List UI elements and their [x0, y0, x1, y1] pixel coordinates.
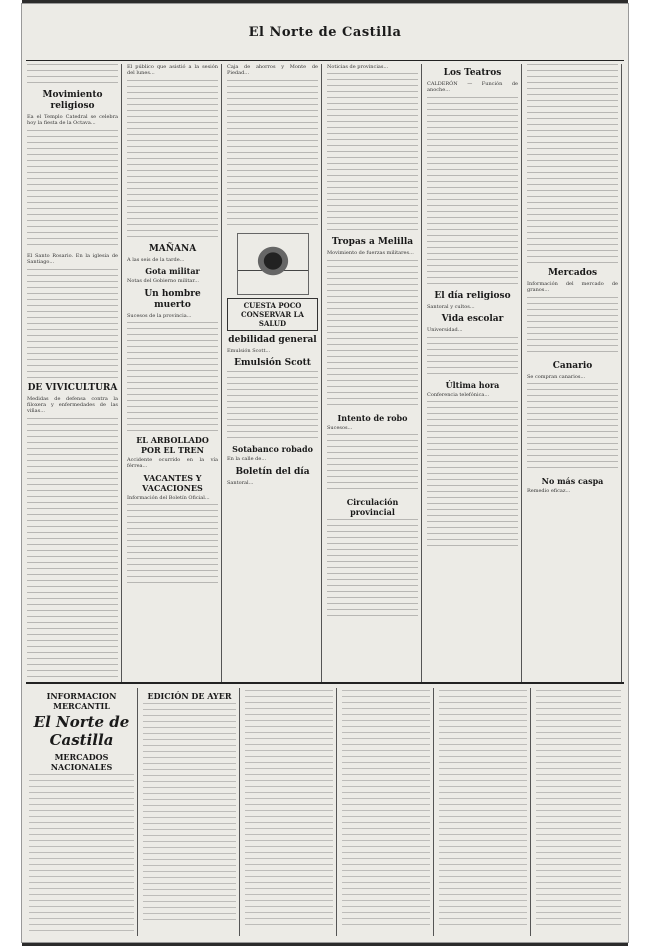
market-column-4	[339, 688, 434, 936]
masthead: El Norte de Castilla	[33, 713, 130, 749]
text-lines	[327, 519, 418, 619]
header-rule	[26, 60, 624, 61]
section-text: Ea el Templo Catedral se celebra hoy la fiesta de la Octava...	[27, 114, 118, 127]
text-lines	[127, 322, 218, 432]
section-heading: Intento de robo	[337, 412, 408, 423]
newspaper-page	[22, 4, 628, 942]
section-text: Accidente ocurrido en la vía férrea...	[127, 457, 218, 470]
text-lines	[327, 434, 418, 494]
text-lines	[527, 297, 618, 357]
text-lines	[245, 690, 333, 930]
scan-margin-right	[628, 0, 650, 946]
scan-margin-left	[0, 0, 22, 946]
section-heading: No más caspa	[541, 476, 604, 487]
text-lines	[127, 80, 218, 240]
text-lines	[227, 371, 318, 441]
market-column-6	[533, 688, 624, 936]
section-heading: Emulsión Scott	[234, 358, 311, 369]
market-information-section	[26, 682, 624, 940]
section-heading: Sotabanco robado	[232, 444, 313, 455]
section-text: Universidad...	[427, 327, 463, 334]
market-column-5	[436, 688, 531, 936]
market-section-title: INFORMACION MERCANTIL	[46, 691, 117, 711]
section-heading: Vida escolar	[441, 314, 504, 325]
section-text: Santoral...	[227, 479, 254, 486]
section-heading: Boletín del día	[235, 466, 310, 477]
section-heading: Gota militar	[145, 266, 200, 277]
section-text: Información del Boletín Oficial...	[127, 494, 210, 501]
section-text: Se compran canarios...	[527, 373, 586, 380]
section-heading: DE VIVICULTURA	[27, 382, 118, 393]
section-text: Emulsión Scott...	[227, 347, 271, 354]
section-heading: Movimiento religioso	[42, 90, 103, 111]
text-lines	[427, 401, 518, 551]
text-lines	[527, 383, 618, 473]
text-lines	[427, 337, 518, 377]
market-heading: MERCADOS NACIONALES	[50, 752, 113, 772]
section-text: Medidas de defensa contra la filoxera y enfermedades de las viñas...	[27, 395, 118, 415]
text-lines	[27, 418, 118, 684]
text-lines	[227, 80, 318, 230]
section-heading: Circulación provincial	[346, 497, 399, 518]
section-text: Noticias de provincias...	[327, 64, 389, 70]
column-6	[524, 64, 622, 684]
section-text: CALDERÓN — Función de anoche...	[427, 81, 518, 94]
column-1	[24, 64, 122, 684]
section-heading: Última hora	[445, 379, 500, 390]
market-column-1	[26, 688, 138, 936]
section-heading: EL ARBOLLADO POR EL TREN	[136, 435, 209, 456]
text-lines	[27, 269, 118, 379]
section-heading: debilidad general	[228, 334, 317, 345]
section-text: Notas del Gobierno militar...	[127, 278, 199, 285]
section-text: Movimiento de fuerzas militares...	[327, 250, 414, 257]
market-column-2	[140, 688, 240, 936]
column-3	[224, 64, 322, 684]
advertisement-headline: CUESTA POCO CONSERVAR LA SALUD	[227, 298, 318, 331]
section-text: A las seis de la tarde...	[127, 256, 185, 263]
text-lines	[27, 64, 118, 86]
advertisement-illustration	[237, 233, 309, 295]
text-lines	[342, 690, 430, 930]
text-lines	[527, 64, 618, 264]
section-heading: Tropas a Melilla	[331, 237, 414, 248]
section-heading: Un hombre muerto	[144, 288, 201, 310]
text-lines	[327, 260, 418, 410]
section-text: El público que asistió a la sesión del lunes...	[127, 64, 218, 77]
text-lines	[29, 774, 134, 936]
section-heading: VACANTES Y VACACIONES	[142, 472, 203, 493]
section-text: Remedio eficaz...	[527, 488, 571, 495]
text-lines	[127, 504, 218, 584]
section-text: En la calle de...	[227, 456, 267, 463]
column-4	[324, 64, 422, 684]
text-lines	[427, 97, 518, 287]
section-heading: MAÑANA	[148, 243, 197, 254]
section-text: Información del mercado de granos...	[527, 281, 618, 294]
page-header	[22, 4, 628, 60]
section-heading: Los Teatros	[443, 68, 502, 78]
section-heading: Mercados	[547, 268, 598, 278]
section-text: Santoral y cultos...	[427, 303, 475, 310]
market-column-3	[242, 688, 337, 936]
column-2	[124, 64, 222, 684]
text-lines	[327, 73, 418, 233]
text-lines	[143, 703, 236, 923]
text-lines	[439, 690, 527, 930]
section-heading: El día religioso	[434, 290, 511, 301]
section-text: Caja de ahorros y Monte de Piedad...	[227, 64, 318, 77]
edition-label: EDICIÓN DE AYER	[147, 691, 232, 701]
newspaper-title: El Norte de Castilla	[248, 24, 402, 40]
section-text: Sucesos...	[327, 424, 353, 431]
text-lines	[27, 130, 118, 250]
column-5	[424, 64, 522, 684]
section-text: Sucesos de la provincia...	[127, 312, 192, 319]
section-text: Conferencia telefónica...	[427, 391, 490, 398]
text-lines	[536, 690, 621, 930]
section-heading: Canario	[552, 360, 593, 371]
section-text: El Santo Rosario. En la iglesia de Santiago...	[27, 252, 118, 266]
